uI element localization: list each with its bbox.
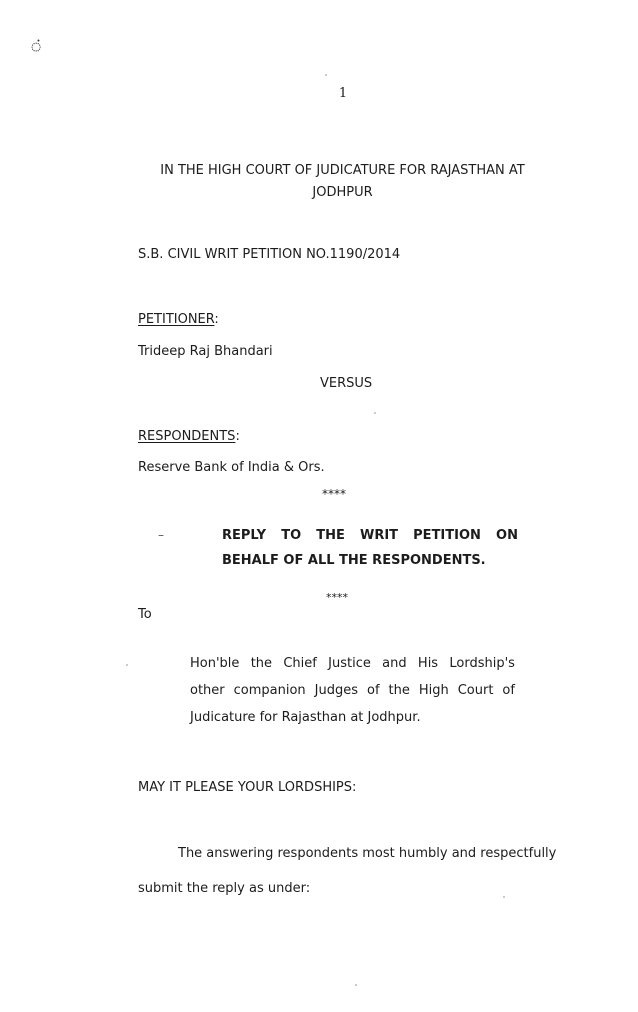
address-word: Court [457, 683, 494, 698]
address-line-1 [190, 656, 515, 671]
address-word: High [418, 683, 449, 698]
address-word: the [388, 683, 410, 698]
respondents-heading-label: RESPONDENTS [138, 429, 236, 444]
scan-speck [325, 74, 327, 76]
respondents-name: Reserve Bank of India & Ors. [138, 460, 325, 475]
separator-stars-2: **** [326, 591, 348, 604]
address-word: Chief [283, 656, 317, 671]
reply-title-line-1 [222, 528, 518, 543]
address-line-2 [190, 683, 515, 698]
petitioner-heading-label: PETITIONER [138, 312, 215, 327]
scan-speck [126, 664, 128, 666]
address-word: and [382, 656, 407, 671]
corner-handwritten-mark: ் [30, 36, 45, 55]
dash-mark: – [158, 528, 164, 542]
address-word: Justice [328, 656, 371, 671]
separator-stars-1: **** [322, 487, 346, 501]
reply-title-word: THE [316, 528, 345, 543]
reply-title-word: ON [496, 528, 518, 543]
respondents-heading-colon: : [235, 429, 240, 444]
reply-title-line-2: BEHALF OF ALL THE RESPONDENTS. [222, 553, 486, 568]
petitioner-heading [138, 312, 219, 327]
page-number: 1 [338, 86, 348, 101]
address-word: of [366, 683, 380, 698]
address-word: of [502, 683, 515, 698]
reply-title-word: TO [281, 528, 302, 543]
body-paragraph-line-1: The answering respondents most humbly and respectfully [178, 846, 557, 861]
reply-title-word: PETITION [413, 528, 481, 543]
address-word: Hon'ble [190, 656, 240, 671]
address-word: His [417, 656, 439, 671]
respondents-heading [138, 429, 240, 444]
scan-speck [355, 984, 357, 986]
petitioner-heading-colon: : [214, 312, 219, 327]
salutation: MAY IT PLEASE YOUR LORDSHIPS: [138, 780, 357, 795]
court-title: IN THE HIGH COURT OF JUDICATURE FOR RAJASTHAN AT JODHPUR [160, 163, 525, 200]
petitioner-name: Trideep Raj Bhandari [138, 344, 273, 359]
to-label: To [138, 607, 152, 622]
address-word: companion [233, 683, 306, 698]
address-word: Lordship's [449, 656, 515, 671]
versus-label: VERSUS [320, 376, 373, 391]
body-paragraph-line-2: submit the reply as under: [138, 881, 311, 896]
address-line-3: Judicature for Rajasthan at Jodhpur. [190, 710, 421, 725]
address-word: Judges [314, 683, 358, 698]
reply-title-word: REPLY [222, 528, 267, 543]
scan-speck [374, 412, 376, 414]
scan-speck [503, 896, 505, 898]
address-word: other [190, 683, 225, 698]
reply-title-word: WRIT [359, 528, 399, 543]
address-word: the [250, 656, 273, 671]
case-number: S.B. CIVIL WRIT PETITION NO.1190/2014 [138, 247, 401, 262]
